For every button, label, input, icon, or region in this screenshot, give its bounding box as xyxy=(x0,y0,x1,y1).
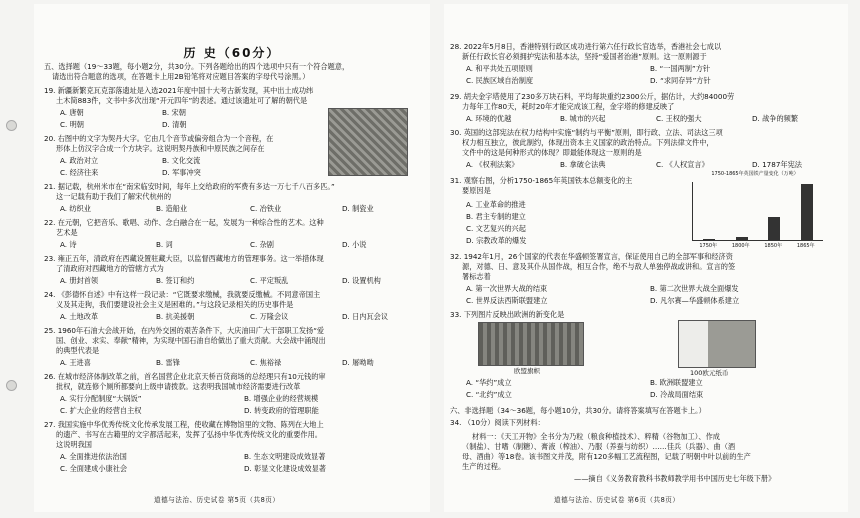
chart-x-tick-label: 1750年 xyxy=(699,243,718,249)
euro-banknote-image xyxy=(678,320,756,368)
q19-option-d: D. 清朝 xyxy=(162,120,187,129)
q33-option-b: B. 欧洲联盟建立 xyxy=(650,378,703,387)
q28-option-a: A. 和平共处五项原则 xyxy=(466,64,533,73)
khitan-script-image xyxy=(328,108,408,176)
chart-x-axis xyxy=(692,242,822,250)
q32-stem-2: 源，对德、日、意及其仆从国作战，相互合作，绝不与敌人单独停战或讲和。宣言的签 xyxy=(462,262,736,271)
q21-option-b: B. 造船业 xyxy=(156,204,188,213)
q32-option-a: A. 第一次世界大战的结束 xyxy=(466,284,548,293)
q31-option-a: A. 工业革命的推进 xyxy=(466,200,526,209)
q34-material-line: 材料一：《天工开物》全书分为乃粒（粮食种植技术）、粹精（谷物加工）、作成 xyxy=(472,432,720,441)
q33-option-c: C. “北约”成立 xyxy=(466,390,512,399)
q25-stem-3: 的典型代表是 xyxy=(56,346,100,355)
q33-option-a: A. “华约”成立 xyxy=(466,378,512,387)
eu-flag-image xyxy=(478,322,584,366)
q33-stem: 33. 下列图片反映出欧洲的新变化是 xyxy=(450,310,565,319)
section-heading: 五、选择题（19～33题，每小题2分，共30分。下列各题给出的四个选项中只有一个符合题意， xyxy=(44,62,350,71)
q23-option-d: D. 设置机构 xyxy=(342,276,381,285)
q27-stem-2: 的遗产、书写在古籍里的文字都活起来，发挥了弘扬中华优秀传统文化的重要作用。 xyxy=(56,430,322,439)
chart-x-tick-label: 1865年 xyxy=(796,243,815,249)
q19-option-c: C. 明朝 xyxy=(60,120,84,129)
q34-material-line: 母、酒曲）等18卷。该书图文并茂，附有120多幅工艺流程图，记载了明朝中叶以前的生产 xyxy=(462,452,751,461)
q26-option-d: D. 转变政府的管理职能 xyxy=(244,406,319,415)
q27-stem-3: 这说明我国 xyxy=(56,440,92,449)
q26-option-c: C. 扩大企业的经营自主权 xyxy=(60,406,142,415)
binding-hole xyxy=(6,120,17,131)
q25-stem: 25. 1960年石油大会战开始，在内外交困的艰苦条件下，大庆油田广大干部职工发扬“爱 xyxy=(44,326,325,335)
q20-option-d: D. 军事冲突 xyxy=(162,168,201,177)
q32-stem-3: 署标志着 xyxy=(462,272,491,281)
q34-material-line: 生产的过程。 xyxy=(462,462,506,471)
q31-stem-2: 要原因是 xyxy=(462,186,491,195)
q25-option-a: A. 王进喜 xyxy=(60,358,91,367)
q23-stem-2: 了清政府对西藏地方的管辖方式为 xyxy=(56,264,164,273)
q27-option-a: A. 全面推进依法治国 xyxy=(60,452,127,461)
q30-option-a: A. 《权利法案》 xyxy=(466,160,519,169)
q23-stem: 23. 雍正五年，清政府在西藏设置驻藏大臣，以监督西藏地方的管理事务。这一举措体现 xyxy=(44,254,324,263)
page-footer: 道德与法治、历史试卷 第6页（共8页） xyxy=(554,496,680,504)
q30-stem: 30. 英国的这部宪法在权力结构中实施“制约与平衡”原则，即行政、立法、司法这三项 xyxy=(450,128,723,137)
q20-stem: 20. 右图中的文字为契丹大字。它由几个音节或偏旁组合为一个音程，在 xyxy=(44,134,274,143)
q20-option-c: C. 经济往来 xyxy=(60,168,99,177)
q29-stem-2: 力每年工作80天，耗时20年才能完成该工程，金字塔的修建反映了 xyxy=(462,102,675,111)
q27-option-c: C. 全面建成小康社会 xyxy=(60,464,128,473)
chart-title: 1750-1865年英国铁产量变化（万吨） xyxy=(711,171,799,177)
q33-option-d: D. 冷战局面结束 xyxy=(650,390,704,399)
q24-stem: 24. 《彭德怀自述》中有这样一段记录：“它既要求缴械，我就要反缴械。不同意帝国主 xyxy=(44,290,321,299)
q26-option-a: A. 实行分配制度“大锅饭” xyxy=(60,394,142,403)
q19-option-a: A. 唐朝 xyxy=(60,108,84,117)
chart-x-tick-label: 1800年 xyxy=(731,243,750,249)
exam-page-left xyxy=(34,4,430,512)
q22-stem: 22. 在元朝，它把音乐、歌唱、动作、念白融合在一起，发展为一种综合性的艺术。这种 xyxy=(44,218,324,227)
page-footer: 道德与法治、历史试卷 第5页（共8页） xyxy=(154,496,280,504)
q29-option-c: C. 王权的强大 xyxy=(656,114,702,123)
q25-stem-2: 国、创业、求实、奉献”精神，为实现中国石油自给做出了重大贡献。大会战中涌现出 xyxy=(56,336,326,345)
q28-stem: 28. 2022年5月8日，香港特别行政区成功进行第六任行政长官选举，香港社会七成以 xyxy=(450,42,722,51)
q30-stem-3: 文件中的这是何种形式的体现？即最能体现这一原则的是 xyxy=(462,148,642,157)
q28-stem-2: 新任行政长官必须拥护宪法和基本法，坚持“爱国者治港”原则。这一原则源于 xyxy=(462,52,707,61)
q30-option-b: B. 拿破仑法典 xyxy=(560,160,606,169)
q25-option-c: C. 焦裕禄 xyxy=(250,358,282,367)
q22-option-c: C. 杂剧 xyxy=(250,240,274,249)
q21-stem: 21. 据记载，杭州米市在“南宋临安时间，每年上交给政府的军费有多达一万七千八百多匹。” xyxy=(44,182,335,191)
q24-stem-2: 义及其走狗，我们要建设社会主义是困难的。”与这段记录相关的历史事件是 xyxy=(56,300,294,309)
q34-stem: 34. （10分）阅读下列材料： xyxy=(450,418,545,427)
q24-option-d: D. 日内瓦会议 xyxy=(342,312,389,321)
q22-option-d: D. 小说 xyxy=(342,240,367,249)
q27-option-b: B. 生态文明建设成效显著 xyxy=(244,452,326,461)
chart-x-tick-label: 1850年 xyxy=(764,243,783,249)
q29-option-d: D. 战争的频繁 xyxy=(752,114,799,123)
q34-source: ——摘自《义务教育教科书教师教学用书中国历史七年级下册》 xyxy=(574,474,776,483)
chart-bar xyxy=(736,237,748,240)
q27-option-d: D. 彰显文化建设成效显著 xyxy=(244,464,326,473)
page-title: 历 史（60分） xyxy=(183,46,281,60)
q20-option-a: A. 政治对立 xyxy=(60,156,99,165)
q24-option-b: B. 抗美援朝 xyxy=(156,312,195,321)
q30-option-d: D. 1787年宪法 xyxy=(752,160,802,169)
q30-stem-2: 权力相互独立，彼此制约，体现出资本主义国家的政治特点。下列法律文件中， xyxy=(462,138,714,147)
chart-plot-area xyxy=(692,182,823,241)
q22-option-b: B. 词 xyxy=(156,240,173,249)
exam-page-right xyxy=(444,4,848,512)
q28-option-b: B. “一国两制”方针 xyxy=(650,64,711,73)
q28-option-d: D. “求同存异”方针 xyxy=(650,76,711,85)
q32-option-b: B. 第二次世界大战全面爆发 xyxy=(650,284,739,293)
q31-stem: 31. 观察右图，分析1750-1865年英国铁本总额变化的主 xyxy=(450,176,633,185)
q24-option-a: A. 土地改革 xyxy=(60,312,99,321)
q21-option-a: A. 纺织业 xyxy=(60,204,91,213)
q34-material-line: （制盐）、甘嗜（制糖）、膏液（榨油）、乃服（养蚕与纺织）……佳兵（兵器）、曲（酒 xyxy=(462,442,736,451)
binding-hole xyxy=(6,380,17,391)
q21-stem-2: 这一记载有助于我们了解宋代杭州的 xyxy=(56,192,172,201)
q20-option-b: B. 文化交流 xyxy=(162,156,201,165)
q32-stem: 32. 1942年1月，26个国家的代表在华盛顿签署宣言，保证使用自己的全部军事和经济资 xyxy=(450,252,733,261)
q25-option-b: B. 雷锋 xyxy=(156,358,180,367)
q23-option-c: C. 平定叛乱 xyxy=(250,276,289,285)
q32-option-c: C. 世界反法西斯联盟建立 xyxy=(466,296,548,305)
q31-option-d: D. 宗教改革的爆发 xyxy=(466,236,527,245)
section-heading: 六、非选择题（34～36题，每小题10分，共30分。请将答案填写在答题卡上。） xyxy=(450,406,706,415)
q26-stem-2: 批权，就连修个厕所都要向上级申请拨款。这表明我国城市经济需要进行改革 xyxy=(56,382,301,391)
q23-option-b: B. 签订和约 xyxy=(156,276,195,285)
q30-option-c: C. 《人权宣言》 xyxy=(656,160,709,169)
q28-option-c: C. 民族区域自治制度 xyxy=(466,76,534,85)
q23-option-a: A. 册封首领 xyxy=(60,276,99,285)
chart-bar xyxy=(801,184,813,240)
q20-stem-2: 形体上仿汉字合成一个方块字。这说明契丹族和中原民族之间存在 xyxy=(56,144,265,153)
q22-option-a: A. 诗 xyxy=(60,240,77,249)
q19-stem: 19. 新疆新繁克瓦克部落遗址是入选2021年度中国十大考古新发现，其中出土成功纬 xyxy=(44,86,314,95)
q29-option-b: B. 城市的兴起 xyxy=(560,114,606,123)
q31-option-b: B. 君主专制的建立 xyxy=(466,212,526,221)
q27-stem: 27. 我国实施中华优秀传统文化传承发展工程，使收藏在博物馆里的文物、陈列在大地上 xyxy=(44,420,324,429)
q19-stem-2: 土木简883件，文书中多次出现“开元四年”的表述。通过该遗址可了解的朝代是 xyxy=(56,96,308,105)
chart-bar xyxy=(768,217,780,240)
q29-stem: 29. 胡夫金字塔使用了230多万块石料，平均每块重约2300公斤，据估计，大约84000劳 xyxy=(450,92,735,101)
q19-option-b: B. 宋朝 xyxy=(162,108,186,117)
chart-bar xyxy=(703,239,715,240)
q21-option-c: C. 冶铁业 xyxy=(250,204,282,213)
q32-option-d: D. 凡尔赛—华盛顿体系建立 xyxy=(650,296,740,305)
iron-output-chart xyxy=(680,170,830,252)
section-heading-line2: 请选出符合题意的选项，在答题卡上用2B铅笔将对应题目答案的字母代号涂黑。） xyxy=(52,72,310,81)
q22-stem-2: 艺术是 xyxy=(56,228,78,237)
q21-option-d: D. 制瓷业 xyxy=(342,204,374,213)
eu-flag-caption: 欧盟旗帜 xyxy=(514,367,540,375)
q25-option-d: D. 屠呦呦 xyxy=(342,358,374,367)
q26-option-b: B. 增强企业的经营规模 xyxy=(244,394,319,403)
euro-note-caption: 100欧元纸币 xyxy=(690,369,729,377)
q26-stem: 26. 在城市经济体制改革之前，首名国营企业北京天桥百货商场的总经理只有10元钱的审 xyxy=(44,372,326,381)
q24-option-c: C. 万隆会议 xyxy=(250,312,289,321)
q29-option-a: A. 环境的优越 xyxy=(466,114,512,123)
q31-option-c: C. 文艺复兴的兴起 xyxy=(466,224,526,233)
